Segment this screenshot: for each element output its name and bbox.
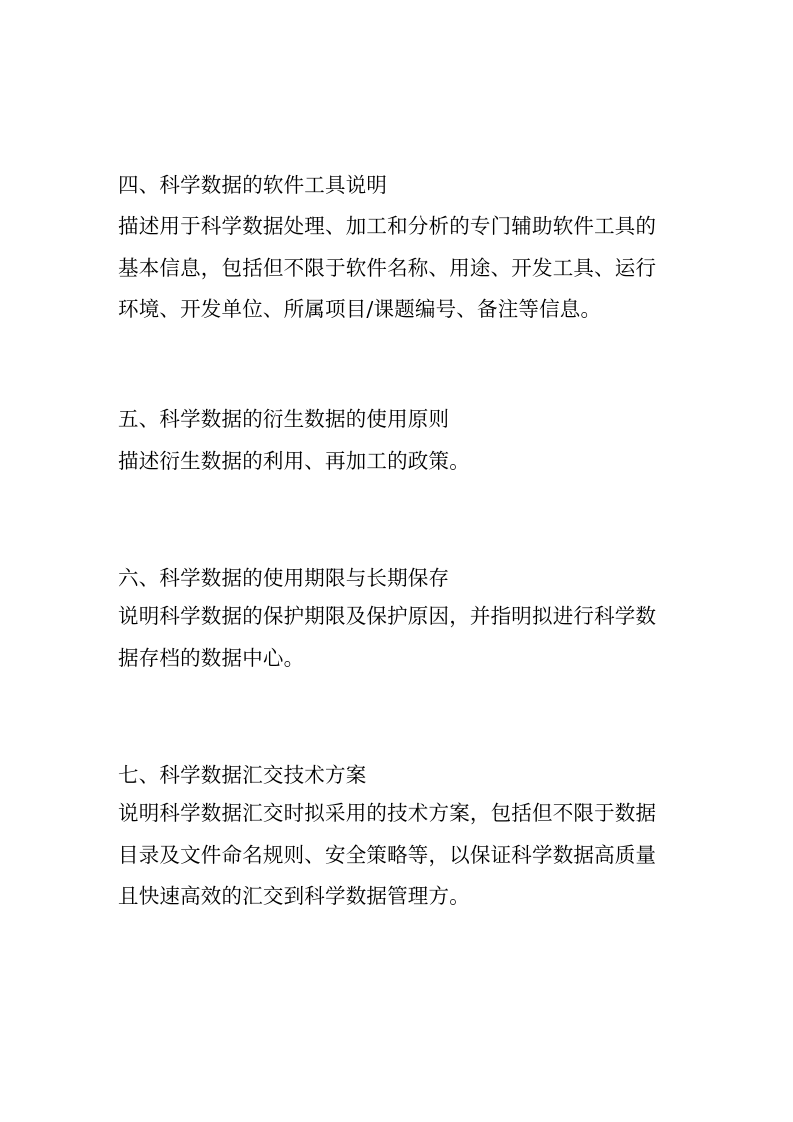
paragraph-line: 基本信息，包括但不限于软件名称、用途、开发工具、运行 <box>118 256 657 280</box>
paragraph-line: 且快速高效的汇交到科学数据管理方。 <box>118 884 470 908</box>
paragraph-line: 环境、开发单位、所属项目/课题编号、备注等信息。 <box>118 297 602 321</box>
section-heading: 七、科学数据汇交技术方案 <box>118 763 367 787</box>
section-heading: 六、科学数据的使用期限与长期保存 <box>118 566 450 590</box>
paragraph-line: 目录及文件命名规则、安全策略等，以保证科学数据高质量 <box>118 843 657 867</box>
paragraph-line: 据存档的数据中心。 <box>118 646 305 670</box>
paragraph-line: 说明科学数据的保护期限及保护原因，并指明拟进行科学数 <box>118 604 657 628</box>
paragraph-line: 描述用于科学数据处理、加工和分析的专门辅助软件工具的 <box>118 214 657 238</box>
section-heading: 五、科学数据的衍生数据的使用原则 <box>118 407 450 431</box>
paragraph-line: 说明科学数据汇交时拟采用的技术方案，包括但不限于数据 <box>118 801 657 825</box>
section-heading: 四、科学数据的软件工具说明 <box>118 173 388 197</box>
paragraph-line: 描述衍生数据的利用、再加工的政策。 <box>118 449 470 473</box>
